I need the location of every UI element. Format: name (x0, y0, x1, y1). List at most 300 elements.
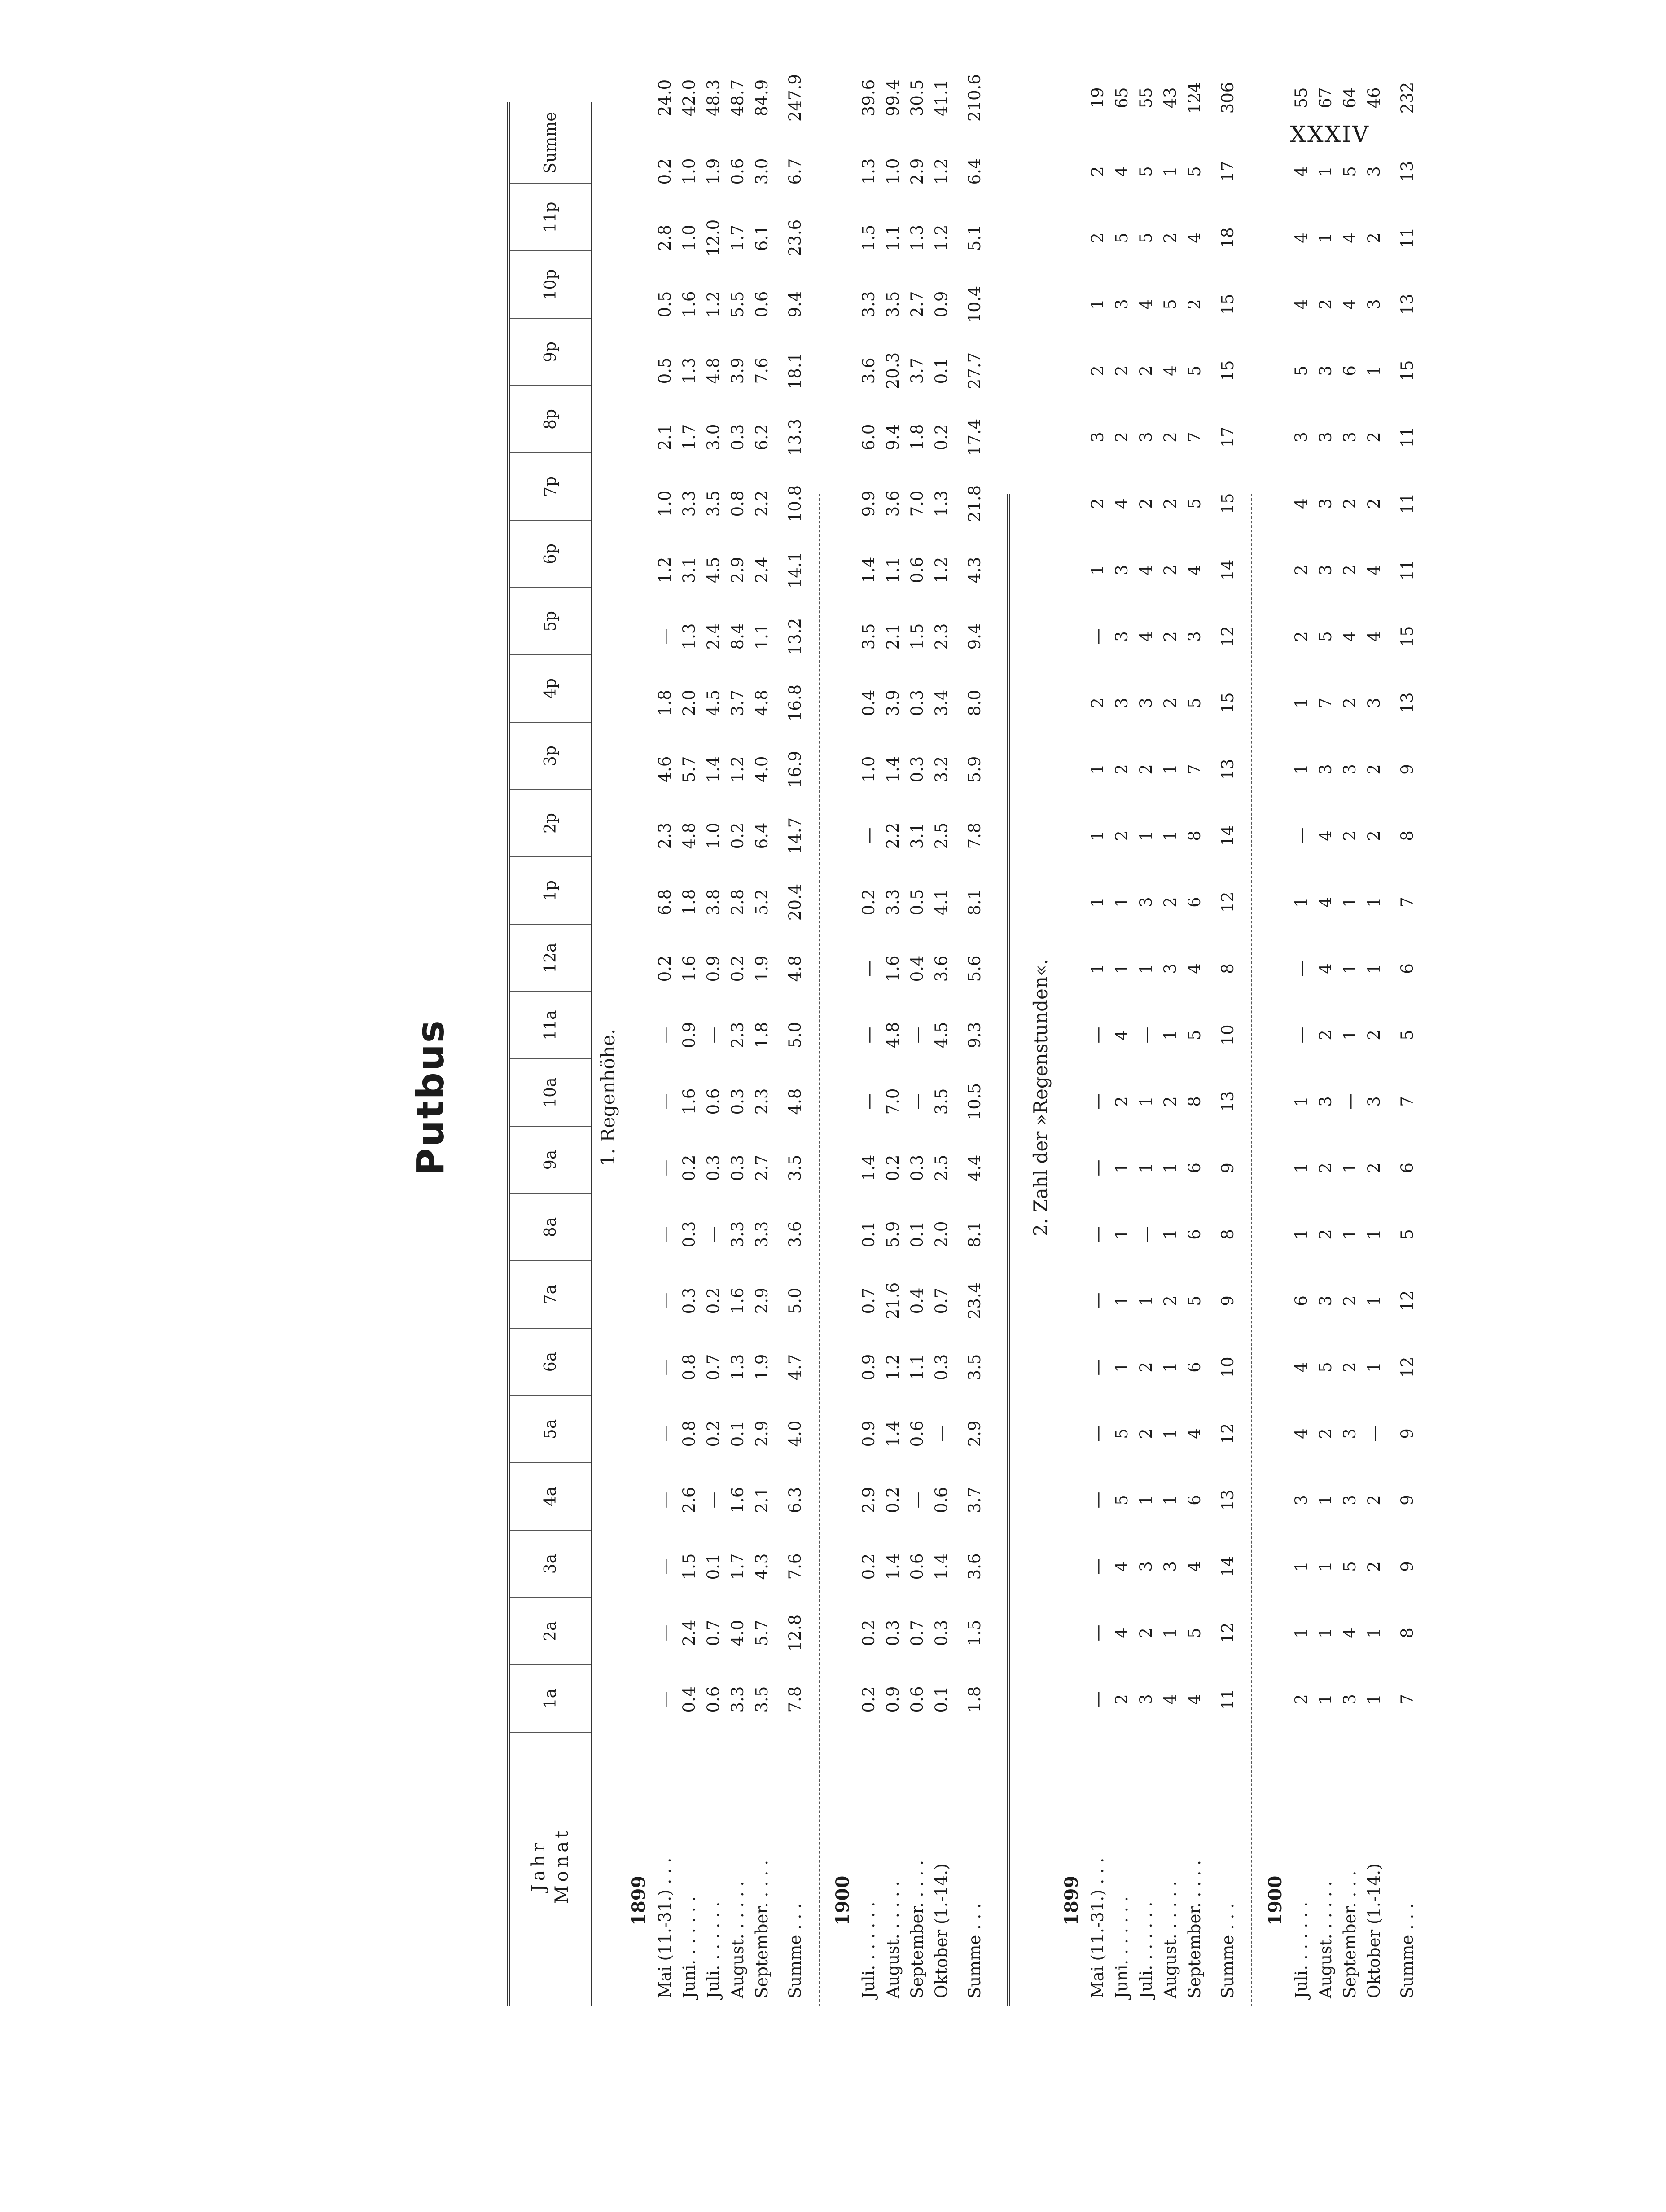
table-cell: 3.4 (932, 689, 951, 716)
table-cell: 0.3 (728, 1154, 747, 1181)
table-cell: 4 (1136, 631, 1156, 642)
table-cell: 9 (1398, 1495, 1417, 1505)
table-cell: 2.1 (752, 1487, 772, 1514)
table-cell: 0.9 (883, 1686, 903, 1713)
table-cell: — (908, 1027, 927, 1044)
table-cell: 1 (1088, 830, 1107, 841)
table-cell: 4.8 (752, 689, 772, 716)
table-cell: 3 (1316, 1295, 1335, 1306)
table-cell: 1.2 (883, 1354, 903, 1381)
table-cell: 0.4 (680, 1686, 699, 1713)
table-cell: 8 (1185, 830, 1204, 841)
table-cell: — (655, 1425, 675, 1442)
table-cell: — (655, 1624, 675, 1641)
table-cell: 1 (1136, 1495, 1156, 1505)
table-cell: — (655, 1027, 675, 1044)
table-cell: 1.1 (752, 623, 772, 650)
table-cell: 6 (1292, 1295, 1311, 1306)
table-cell: 5 (1185, 365, 1204, 376)
table-cell: — (704, 1492, 723, 1509)
table-cell: 3 (1340, 432, 1359, 443)
table-cell: 1.6 (680, 955, 699, 982)
table-cell: 4 (1112, 1030, 1131, 1040)
table-cell: 3 (1136, 1694, 1156, 1705)
table-cell: — (655, 628, 675, 645)
table-cell: 13 (1218, 1091, 1237, 1112)
sum-cell: 124 (1185, 82, 1204, 114)
table-cell: 5 (1316, 1362, 1335, 1373)
table-cell: 1 (1112, 897, 1131, 908)
table-row (1136, 57, 1156, 2006)
table-cell: — (1292, 960, 1311, 977)
table-cell: — (704, 1226, 723, 1243)
table-cell: 13 (1398, 294, 1417, 315)
table-cell: 9.4 (785, 291, 805, 318)
table-cell: 20.3 (883, 352, 903, 390)
header-hour: 1p (510, 857, 591, 925)
table-cell: 0.1 (728, 1420, 747, 1447)
table-cell: 0.1 (932, 1686, 951, 1713)
table-cell: 1.8 (752, 1022, 772, 1049)
table-cell: 1 (1364, 1295, 1384, 1306)
table-cell: — (655, 1492, 675, 1509)
table-cell: 2.4 (752, 557, 772, 584)
table-cell: 1 (1088, 764, 1107, 775)
table-cell: 0.6 (908, 1420, 927, 1447)
table-cell: 13.2 (785, 618, 805, 655)
table-cell: — (1136, 1226, 1156, 1243)
table-cell: 5 (1185, 1030, 1204, 1040)
table-cell: 1.3 (680, 357, 699, 384)
table-cell: 2.3 (752, 1088, 772, 1115)
table-cell: 1.9 (752, 1354, 772, 1381)
sum-cell: 39.6 (859, 79, 878, 117)
table-cell: 15 (1218, 294, 1237, 315)
table-cell: 4.7 (785, 1354, 805, 1381)
table-cell: 8 (1398, 830, 1417, 841)
table-cell: 2 (1088, 365, 1107, 376)
table-cell: 2 (1316, 1428, 1335, 1439)
table-cell: 3.9 (883, 689, 903, 716)
table-cell: 5 (1112, 1428, 1131, 1439)
table-cell: 4 (1340, 299, 1359, 310)
header-hour: 7p (510, 453, 591, 521)
table-cell: 1 (1364, 1694, 1384, 1705)
table-cell: 3 (1316, 565, 1335, 575)
table-cell: 5.7 (752, 1620, 772, 1646)
table-cell: 1 (1292, 764, 1311, 775)
table-cell: 5.1 (965, 224, 984, 251)
table-cell: 2 (1185, 299, 1204, 310)
table-cell: 0.8 (728, 490, 747, 517)
table-cell: 0.1 (704, 1553, 723, 1580)
row-label: Juli. . . . . . . (1292, 1901, 1311, 1998)
table-cell: 3.6 (932, 955, 951, 982)
table-cell: 7.6 (785, 1553, 805, 1580)
table-cell: 4 (1161, 365, 1180, 376)
table-cell: 2 (1292, 631, 1311, 642)
table-cell: 3.5 (965, 1354, 984, 1381)
table-cell: 3.5 (752, 1686, 772, 1713)
table-cell: 1.2 (655, 557, 675, 584)
table-cell: 2.5 (932, 1154, 951, 1181)
table-cell: 4.1 (932, 889, 951, 916)
table-cell: 3.3 (680, 490, 699, 517)
year-heading: 1899 (628, 1875, 649, 1926)
table-cell: 2 (1364, 498, 1384, 509)
table-row (680, 57, 699, 2006)
table-cell: 6 (1185, 1495, 1204, 1505)
table-cell: 6 (1185, 1229, 1204, 1240)
year-heading: 1900 (1265, 1875, 1286, 1926)
table-cell: 4 (1136, 565, 1156, 575)
table-cell: 4 (1364, 631, 1384, 642)
table-cell: 0.2 (883, 1154, 903, 1181)
table-cell: 0.7 (859, 1287, 878, 1314)
table-cell: 1 (1292, 897, 1311, 908)
header-hour: 5a (510, 1396, 591, 1463)
sum-cell: 48.3 (704, 79, 723, 117)
row-label: September. . . . . (1185, 1860, 1204, 1998)
table-cell: — (1088, 1425, 1107, 1442)
table-cell: 1.2 (932, 557, 951, 584)
table-cell: 5 (1316, 631, 1335, 642)
table-cell: 2 (1136, 365, 1156, 376)
table-cell: 4 (1136, 299, 1156, 310)
table-cell: 0.2 (655, 158, 675, 185)
table-cell: 2.3 (728, 1022, 747, 1049)
table-row (1185, 57, 1204, 2006)
table-cell: 0.6 (932, 1487, 951, 1514)
divider (1251, 494, 1252, 2006)
table-cell: 6 (1185, 1362, 1204, 1373)
table-cell: 11 (1218, 1689, 1237, 1710)
table-cell: 0.9 (932, 291, 951, 318)
table-cell: — (908, 1093, 927, 1110)
table-cell: 2.9 (728, 557, 747, 584)
row-label: August. . . . . . (1161, 1881, 1180, 1998)
table-cell: 0.7 (704, 1620, 723, 1646)
table-cell: 2 (1340, 498, 1359, 509)
table-cell: 0.2 (859, 1686, 878, 1713)
header-hour: 11a (510, 992, 591, 1059)
table-cell: 1 (1161, 1229, 1180, 1240)
table-cell: 4.8 (785, 955, 805, 982)
table-header (507, 102, 592, 2006)
table-cell: 1 (1340, 1030, 1359, 1040)
table-cell: 7 (1185, 432, 1204, 443)
table-cell: 3 (1340, 1495, 1359, 1505)
table-cell: 2 (1316, 299, 1335, 310)
table-cell: — (655, 1691, 675, 1708)
table-cell: 9.4 (883, 424, 903, 451)
row-label: Summe . . . (785, 1903, 805, 1998)
table-cell: 5 (1185, 166, 1204, 177)
table-cell: 12 (1218, 626, 1237, 647)
table-cell: 1 (1112, 1362, 1131, 1373)
table-cell: 3.1 (680, 557, 699, 584)
table-cell: 11 (1398, 559, 1417, 581)
sum-cell: 65 (1112, 87, 1131, 109)
table-cell: 4.8 (785, 1088, 805, 1115)
table-cell: 4 (1112, 166, 1131, 177)
table-cell: 0.3 (728, 424, 747, 451)
table-cell: 1 (1340, 1163, 1359, 1173)
table-cell: 1 (1088, 963, 1107, 974)
table-cell: 4 (1185, 1561, 1204, 1572)
table-cell: 0.1 (908, 1221, 927, 1248)
table-cell: 11 (1398, 227, 1417, 249)
table-row (1364, 57, 1384, 2006)
sum-cell: 41.1 (932, 79, 951, 117)
row-label: Juli. . . . . . . (704, 1901, 723, 1998)
row-label: Oktober (1.-14.) (1364, 1863, 1384, 1998)
table-cell: 3 (1292, 432, 1311, 443)
table-cell: 8 (1218, 963, 1237, 974)
table-row (932, 57, 951, 2006)
table-cell: 14.7 (785, 817, 805, 855)
table-cell: 3 (1364, 299, 1384, 310)
table-cell: 2 (1136, 1428, 1156, 1439)
row-label: September. . . . (1340, 1870, 1359, 1998)
table-cell: 2.0 (932, 1221, 951, 1248)
table-cell: 2 (1161, 698, 1180, 708)
table-cell: — (1364, 1425, 1384, 1442)
table-cell: 5.0 (785, 1022, 805, 1049)
table-cell: 6 (1398, 1163, 1417, 1173)
table-cell: 0.1 (859, 1221, 878, 1248)
table-cell: 17 (1218, 161, 1237, 182)
table-cell: 13 (1218, 1489, 1237, 1511)
table-cell: — (932, 1425, 951, 1442)
table-cell: 1.2 (728, 756, 747, 783)
table-cell: 5 (1398, 1229, 1417, 1240)
row-label: August. . . . . . (883, 1881, 903, 1998)
row-label: September. . . . . (908, 1860, 927, 1998)
table-cell: 8.0 (965, 689, 984, 716)
table-cell: 3.7 (965, 1487, 984, 1514)
table-cell: 2 (1136, 498, 1156, 509)
table-cell: 12.0 (704, 219, 723, 257)
table-cell: 9 (1398, 1561, 1417, 1572)
table-cell: 14.1 (785, 551, 805, 589)
table-cell: 21.8 (965, 485, 984, 522)
header-hour: 3p (510, 723, 591, 790)
table-cell: 6.1 (752, 224, 772, 251)
table-cell: 1 (1136, 1295, 1156, 1306)
table-cell: 1.6 (728, 1287, 747, 1314)
table-cell: 4.0 (728, 1620, 747, 1646)
table-cell: 23.6 (785, 219, 805, 257)
table-cell: — (655, 1093, 675, 1110)
table-cell: 1.8 (680, 889, 699, 916)
table-cell: 2 (1340, 1295, 1359, 1306)
header-hour: 7a (510, 1261, 591, 1329)
table-cell: 1 (1112, 963, 1131, 974)
table-cell: 4 (1185, 1694, 1204, 1705)
table-cell: 2 (1161, 1295, 1180, 1306)
table-cell: 7 (1185, 764, 1204, 775)
section-title: 2. Zahl der »Regenstunden«. (1030, 959, 1052, 1236)
sum-row (1218, 57, 1237, 2006)
table-cell: 12 (1398, 1356, 1417, 1378)
table-cell: 5.9 (965, 756, 984, 783)
table-cell: 0.5 (655, 291, 675, 318)
table-cell: 12 (1218, 1622, 1237, 1644)
sum-cell: 99.4 (883, 79, 903, 117)
table-cell: 0.3 (932, 1620, 951, 1646)
table-cell: 9 (1218, 1163, 1237, 1173)
table-cell: — (1088, 1292, 1107, 1309)
table-cell: 1 (1112, 1163, 1131, 1173)
sum-cell: 210.6 (965, 74, 984, 122)
table-cell: 1 (1161, 830, 1180, 841)
table-cell: 0.3 (704, 1154, 723, 1181)
row-label: Juli. . . . . . . (859, 1901, 878, 1998)
table-cell: 5 (1112, 233, 1131, 243)
table-cell: 13 (1398, 161, 1417, 182)
table-cell: 1.5 (965, 1620, 984, 1646)
table-cell: 3 (1136, 897, 1156, 908)
table-cell: 2 (1112, 365, 1131, 376)
table-cell: 0.3 (883, 1620, 903, 1646)
sum-row (1398, 57, 1417, 2006)
table-cell: 1.3 (728, 1354, 747, 1381)
table-cell: 13 (1398, 692, 1417, 714)
table-cell: 1.6 (728, 1487, 747, 1514)
table-cell: 3.5 (883, 291, 903, 318)
table-cell: 4 (1316, 963, 1335, 974)
table-cell: 6.2 (752, 424, 772, 451)
table-cell: — (1136, 1027, 1156, 1044)
table-cell: 1 (1161, 764, 1180, 775)
table-cell: 2 (1161, 432, 1180, 443)
table-cell: 1 (1161, 1428, 1180, 1439)
table-cell: 1.7 (728, 1553, 747, 1580)
table-cell: 2 (1112, 1694, 1131, 1705)
table-cell: 5 (1185, 698, 1204, 708)
table-row (1316, 57, 1335, 2006)
table-cell: 4 (1316, 897, 1335, 908)
table-cell: 4 (1292, 233, 1311, 243)
table-cell: 6 (1398, 963, 1417, 974)
table-cell: — (1088, 628, 1107, 645)
header-hour: 8a (510, 1194, 591, 1261)
table-cell: 0.9 (704, 955, 723, 982)
table-cell: 1 (1292, 1163, 1311, 1173)
table-cell: 2.7 (752, 1154, 772, 1181)
table-cell: 3.3 (859, 291, 878, 318)
table-row (1161, 57, 1180, 2006)
table-cell: 9 (1218, 1295, 1237, 1306)
table-cell: 2.2 (883, 822, 903, 849)
table-cell: — (1340, 1093, 1359, 1110)
table-cell: 1 (1292, 1096, 1311, 1107)
table-cell: 14 (1218, 825, 1237, 847)
table-cell: 3.6 (785, 1221, 805, 1248)
table-cell: 1.9 (752, 955, 772, 982)
table-cell: 1.0 (680, 158, 699, 185)
header-hour: 6a (510, 1329, 591, 1396)
table-cell: 0.3 (680, 1287, 699, 1314)
table-cell: 7.8 (965, 822, 984, 849)
table-cell: 4 (1292, 166, 1311, 177)
table-cell: 1 (1364, 963, 1384, 974)
table-cell: 7 (1316, 698, 1335, 708)
table-cell: 15 (1218, 692, 1237, 714)
table-cell: 3 (1112, 698, 1131, 708)
table-cell: 4.8 (883, 1022, 903, 1049)
table-cell: 1 (1161, 1030, 1180, 1040)
table-cell: 0.3 (908, 1154, 927, 1181)
section-title: 1. Regenhöhe. (597, 1028, 619, 1167)
table-cell: 2.5 (932, 822, 951, 849)
sum-cell: 48.7 (728, 79, 747, 117)
table-cell: — (655, 1292, 675, 1309)
header-hour: 4a (510, 1463, 591, 1531)
table-cell: 1 (1364, 1229, 1384, 1240)
table-cell: 15 (1218, 493, 1237, 514)
table-cell: 3 (1112, 631, 1131, 642)
sum-cell: 232 (1398, 82, 1417, 114)
row-label: Summe . . . (965, 1903, 984, 1998)
table-cell: 0.2 (704, 1420, 723, 1447)
sum-cell: 55 (1292, 87, 1311, 109)
table-cell: 18.1 (785, 352, 805, 390)
table-cell: 0.3 (908, 756, 927, 783)
table-cell: 1.4 (883, 1420, 903, 1447)
table-cell: 1 (1292, 1561, 1311, 1572)
table-cell: 0.7 (932, 1287, 951, 1314)
table-cell: 1 (1136, 1096, 1156, 1107)
table-cell: 3 (1316, 432, 1335, 443)
table-cell: 1.8 (908, 424, 927, 451)
table-cell: 1 (1088, 897, 1107, 908)
table-cell: 3.6 (883, 490, 903, 517)
table-cell: — (859, 827, 878, 844)
header-hour: 10a (510, 1059, 591, 1127)
table-cell: 1.0 (883, 158, 903, 185)
header-hour: 8p (510, 386, 591, 453)
sum-row (785, 57, 805, 2006)
table-cell: 27.7 (965, 352, 984, 390)
table-cell: 10.5 (965, 1083, 984, 1120)
table-cell: 2.6 (680, 1487, 699, 1514)
table-row (655, 57, 675, 2006)
table-cell: 0.5 (908, 889, 927, 916)
table-cell: 10 (1218, 1356, 1237, 1378)
row-label: Juni. . . . . . . (1112, 1896, 1131, 1998)
table-cell: 0.2 (680, 1154, 699, 1181)
table-cell: 4 (1340, 631, 1359, 642)
table-cell: 1 (1161, 1362, 1180, 1373)
table-cell: 1 (1136, 1163, 1156, 1173)
sum-cell: 84.9 (752, 79, 772, 117)
table-cell: 2 (1112, 764, 1131, 775)
table-cell: 9.4 (965, 623, 984, 650)
table-cell: 4 (1185, 565, 1204, 575)
table-cell: 4 (1112, 498, 1131, 509)
table-cell: 6.4 (965, 158, 984, 185)
table-cell: 1 (1316, 166, 1335, 177)
divider (819, 494, 820, 2006)
table-cell: 1.8 (965, 1686, 984, 1713)
header-hour: 9a (510, 1127, 591, 1194)
table-cell: 1 (1161, 1163, 1180, 1173)
table-cell: 3.7 (908, 357, 927, 384)
sum-cell: 55 (1136, 87, 1156, 109)
table-cell: 3.0 (752, 158, 772, 185)
